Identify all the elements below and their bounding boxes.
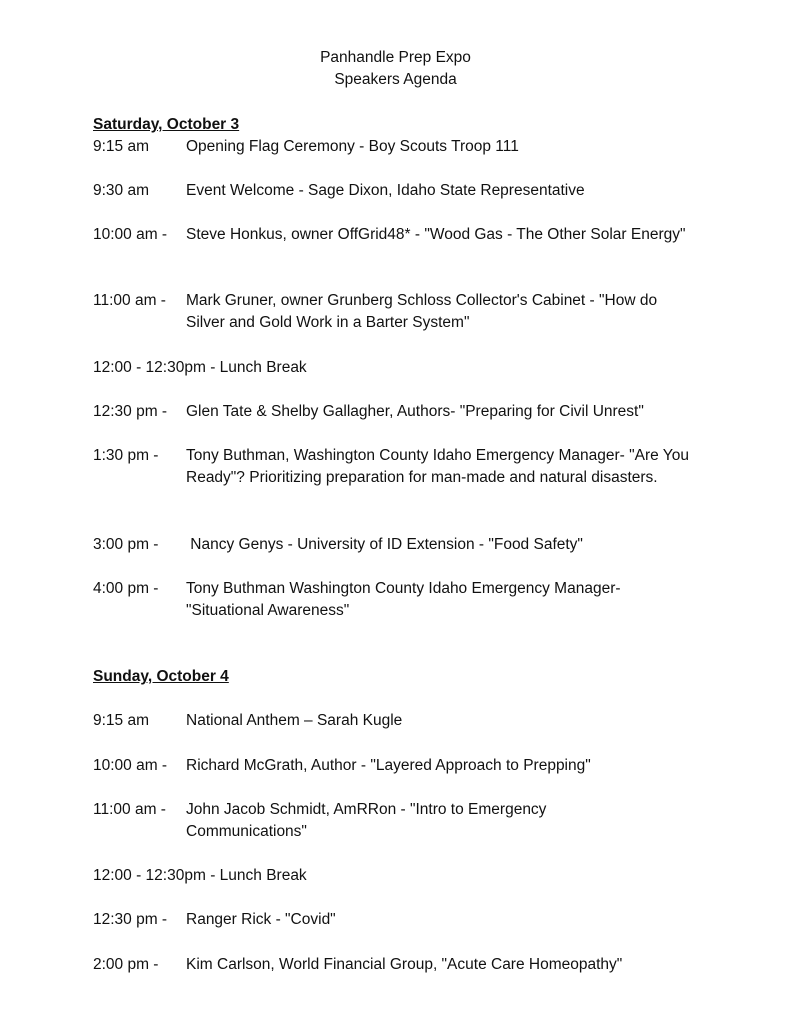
agenda-item-description: Tony Buthman Washington County Idaho Emergency Manager- "Situational Awareness" — [186, 580, 621, 619]
agenda-item-time: 1:30 pm - — [93, 447, 159, 464]
agenda-item-description: Glen Tate & Shelby Gallagher, Authors- "Preparing for Civil Unrest" — [186, 403, 644, 420]
agenda-item-description: John Jacob Schmidt, AmRRon - "Intro to Emergency Communications" — [186, 801, 547, 840]
agenda-item-lunch-break — [93, 865, 733, 887]
agenda-item-time: 3:00 pm - — [93, 536, 159, 553]
agenda-item-time: 12:00 - 12:30pm - Lunch Break — [93, 867, 307, 884]
agenda-item-description: Richard McGrath, Author - "Layered Approach to Prepping" — [186, 757, 591, 774]
agenda-item-description: Mark Gruner, owner Grunberg Schloss Collector's Cabinet - "How do Silver and Gold Work in a Barter System" — [186, 292, 658, 331]
agenda-item-time: 2:00 pm - — [93, 956, 159, 973]
day-heading-saturday: Saturday, October 3 — [93, 116, 240, 133]
agenda-item-description: Nancy Genys - University of ID Extension - "Food Safety" — [186, 536, 583, 553]
agenda-item-time: 11:00 am - — [93, 801, 166, 818]
agenda-item-lunch-break — [93, 357, 733, 379]
agenda-item-time: 10:00 am - — [93, 757, 168, 774]
document-subtitle: Speakers Agenda — [334, 71, 457, 88]
agenda-item-time: 10:00 am - — [93, 226, 168, 243]
agenda-item-time: 12:30 pm - — [93, 403, 168, 420]
agenda-item-description: Event Welcome - Sage Dixon, Idaho State Representative — [186, 182, 585, 199]
agenda-item-description: National Anthem – Sarah Kugle — [186, 712, 403, 729]
day-heading-sunday: Sunday, October 4 — [93, 668, 229, 685]
agenda-item-time: 9:15 am — [93, 712, 150, 729]
agenda-item-description: Opening Flag Ceremony - Boy Scouts Troop 111 — [186, 138, 519, 155]
agenda-item-description: Tony Buthman, Washington County Idaho Emergency Manager- "Are You Ready"? Prioritizing preparation for man-made and natural disasters. — [186, 447, 689, 486]
agenda-item-time: 11:00 am - — [93, 292, 166, 309]
agenda-item-time: 12:00 - 12:30pm - Lunch Break — [93, 359, 307, 376]
agenda-item-time: 9:30 am — [93, 182, 150, 199]
agenda-item-time: 4:00 pm - — [93, 580, 159, 597]
document-title: Panhandle Prep Expo — [320, 49, 471, 66]
agenda-item-time: 9:15 am — [93, 138, 150, 155]
agenda-item-description: Steve Honkus, owner OffGrid48* - "Wood Gas - The Other Solar Energy" — [186, 226, 686, 243]
agenda-item-description: Kim Carlson, World Financial Group, "Acute Care Homeopathy" — [186, 956, 623, 973]
agenda-item-description: Ranger Rick - "Covid" — [186, 911, 336, 928]
agenda-item-time: 12:30 pm - — [93, 911, 168, 928]
